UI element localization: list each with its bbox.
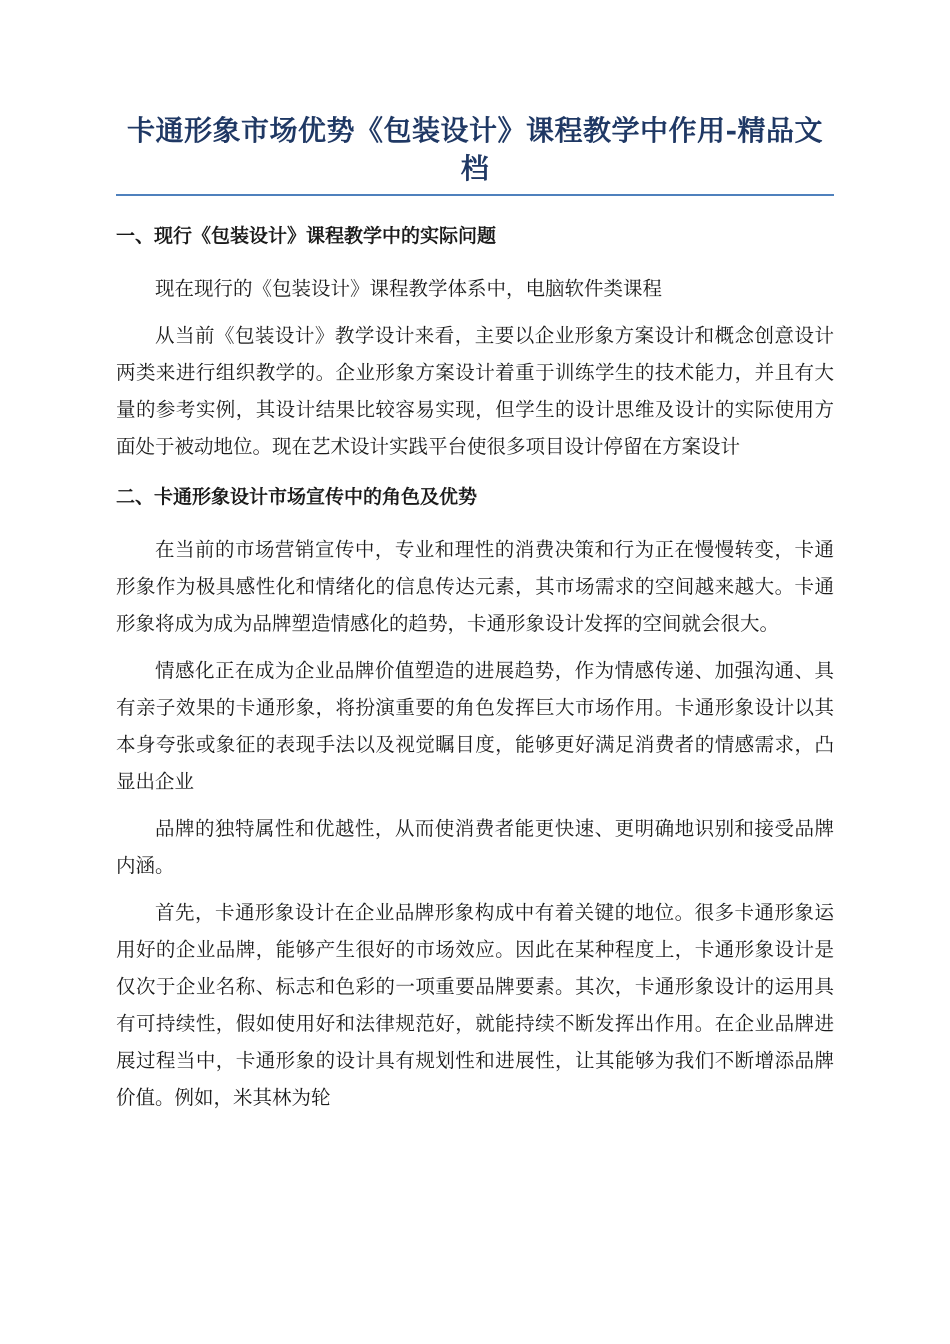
paragraph: 在当前的市场营销宣传中，专业和理性的消费决策和行为正在慢慢转变，卡通形象作为极具感性化和情绪化的信息传达元素，其市场需求的空间越来越大。卡通形象将成为成为品牌塑造情感化的趋势，卡通形象设计发挥的空间就会很大。	[116, 538, 834, 635]
paragraph: 首先，卡通形象设计在企业品牌形象构成中有着关键的地位。很多卡通形象运用好的企业品牌，能够产生很好的市场效应。因此在某种程度上，卡通形象设计是仅次于企业名称、标志和色彩的一项重要品牌要素。其次，卡通形象设计的运用具有可持续性，假如使用好和法律规范好，就能持续不断发挥出作用。在企业品牌进展过程当中，卡通形象的设计具有规划性和进展性，让其能够为我们不断增添品牌价值。例如，米其林为轮	[116, 901, 834, 1109]
paragraph: 现在现行的《包装设计》课程教学体系中，电脑软件类课程	[155, 277, 663, 300]
section-heading: 二、卡通形象设计市场宣传中的角色及优势	[116, 486, 478, 508]
section-2	[116, 483, 834, 1116]
document-page	[116, 112, 834, 1126]
section-1	[116, 222, 834, 465]
paragraph: 从当前《包装设计》教学设计来看，主要以企业形象方案设计和概念创意设计两类来进行组织教学的。企业形象方案设计着重于训练学生的技术能力，并且有大量的参考实例，其设计结果比较容易实现，但学生的设计思维及设计的实际使用方面处于被动地位。现在艺术设计实践平台使很多项目设计停留在方案设计	[116, 324, 834, 458]
section-heading: 一、现行《包装设计》课程教学中的实际问题	[116, 225, 497, 247]
document-title: 卡通形象市场优势《包装设计》课程教学中作用-精品文档	[126, 114, 824, 185]
title-underline	[116, 194, 834, 196]
paragraph: 品牌的独特属性和优越性，从而使消费者能更快速、更明确地识别和接受品牌内涵。	[116, 817, 834, 877]
paragraph: 情感化正在成为企业品牌价值塑造的进展趋势，作为情感传递、加强沟通、具有亲子效果的卡通形象，将扮演重要的角色发挥巨大市场作用。卡通形象设计以其本身夸张或象征的表现手法以及视觉瞩目度，能够更好满足消费者的情感需求，凸显出企业	[116, 659, 834, 793]
